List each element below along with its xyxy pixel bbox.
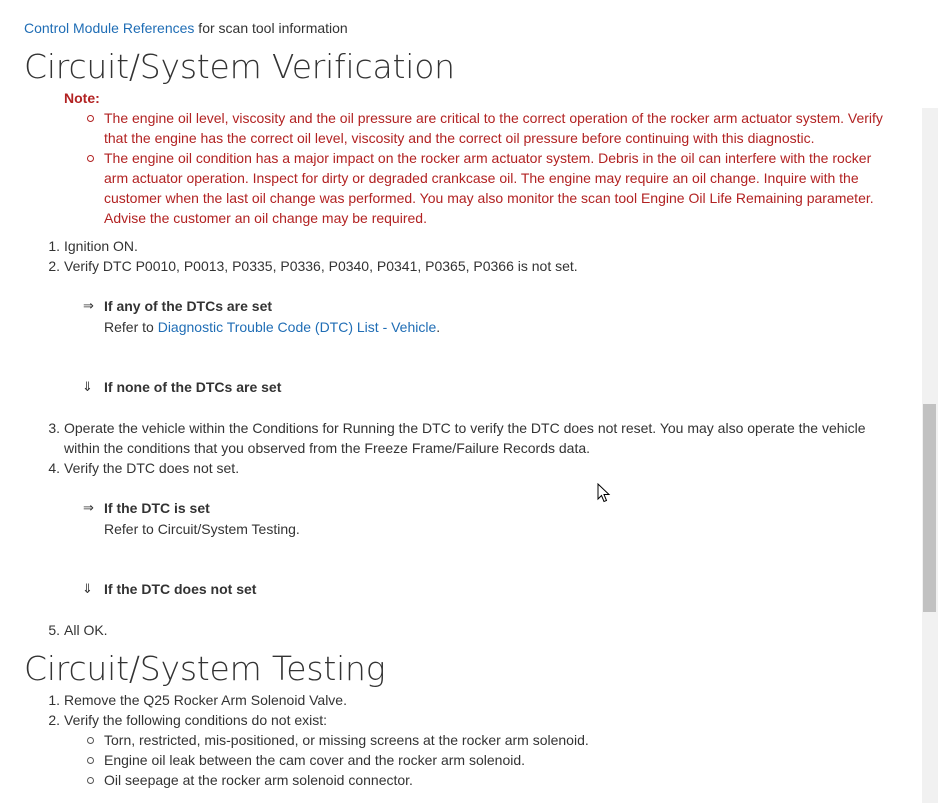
down-arrow-icon: ⇓ — [82, 379, 93, 394]
condition-item: Torn, restricted, mis-positioned, or missing screens at the rocker arm solenoid. — [104, 732, 589, 748]
scrollbar-thumb[interactable] — [923, 404, 936, 612]
step-text: Operate the vehicle within the Conditions for Running the DTC to verify the DTC does not reset. You may also operate the vehicle within the conditions that you observed from the Freeze Frame/Failure Records data. — [64, 420, 866, 456]
verification-heading: Circuit/System Verification — [24, 47, 455, 86]
step-number: 2. — [48, 258, 60, 274]
note-label: Note: — [64, 90, 100, 106]
control-module-references-link[interactable]: Control Module References — [24, 20, 195, 36]
list-bullet-icon — [87, 777, 94, 784]
intro-text: for scan tool information — [194, 20, 348, 36]
step-text: All OK. — [64, 622, 108, 638]
note-item-2: The engine oil condition has a major impact on the rocker arm actuator system. Debris in the oil can interfere with the rocker arm actuator operation. Inspect for dirty or degraded crankcase oil. The engine may require an oil change. Inquire with the customer when the last oil change was performed. You may also monitor the scan tool Engine Oil Life Remaining parameter. Advise the customer an oil change may be required. — [104, 150, 874, 226]
step-text: Verify DTC P0010, P0013, P0335, P0336, P0340, P0341, P0365, P0366 is not set. — [64, 258, 578, 274]
step-number: 5. — [48, 622, 60, 638]
note-item-1: The engine oil level, viscosity and the oil pressure are critical to the correct operation of the rocker arm actuator system. Verify that the engine has the correct oil level, viscosity and the correct oil pressure before continuing with this diagnostic. — [104, 110, 883, 146]
list-bullet-icon — [87, 757, 94, 764]
testing-heading: Circuit/System Testing — [24, 649, 386, 688]
refer-line: Refer to Circuit/System Testing. — [104, 521, 300, 537]
step-text: Verify the following conditions do not exist: — [64, 712, 328, 728]
right-arrow-icon: ⇒ — [83, 500, 94, 515]
result-heading: If the DTC does not set — [104, 581, 257, 597]
dtc-list-link[interactable]: Diagnostic Trouble Code (DTC) List - Vehicle — [157, 319, 437, 335]
result-heading: If any of the DTCs are set — [104, 298, 273, 314]
condition-item: Oil seepage at the rocker arm solenoid connector. — [104, 772, 413, 788]
result-heading: If the DTC is set — [104, 500, 210, 516]
step-text: Remove the Q25 Rocker Arm Solenoid Valve. — [64, 692, 347, 708]
step-text: Ignition ON. — [64, 238, 138, 254]
mouse-cursor-icon — [597, 483, 611, 503]
down-arrow-icon: ⇓ — [82, 581, 93, 596]
step-number: 1. — [48, 692, 60, 708]
step-number: 1. — [48, 238, 60, 254]
right-arrow-icon: ⇒ — [83, 298, 94, 313]
note-bullet-icon — [87, 115, 94, 122]
condition-item: Engine oil leak between the cam cover and the rocker arm solenoid. — [104, 752, 526, 768]
refer-line: Refer to Diagnostic Trouble Code (DTC) List - Vehicle. — [104, 319, 441, 335]
step-number: 4. — [48, 460, 60, 476]
intro-line — [24, 18, 348, 38]
step-text: Verify the DTC does not set. — [64, 460, 240, 476]
step-number: 2. — [48, 712, 60, 728]
step-number: 3. — [48, 420, 60, 436]
list-bullet-icon — [87, 737, 94, 744]
result-heading: If none of the DTCs are set — [104, 379, 282, 395]
note-bullet-icon — [87, 155, 94, 162]
